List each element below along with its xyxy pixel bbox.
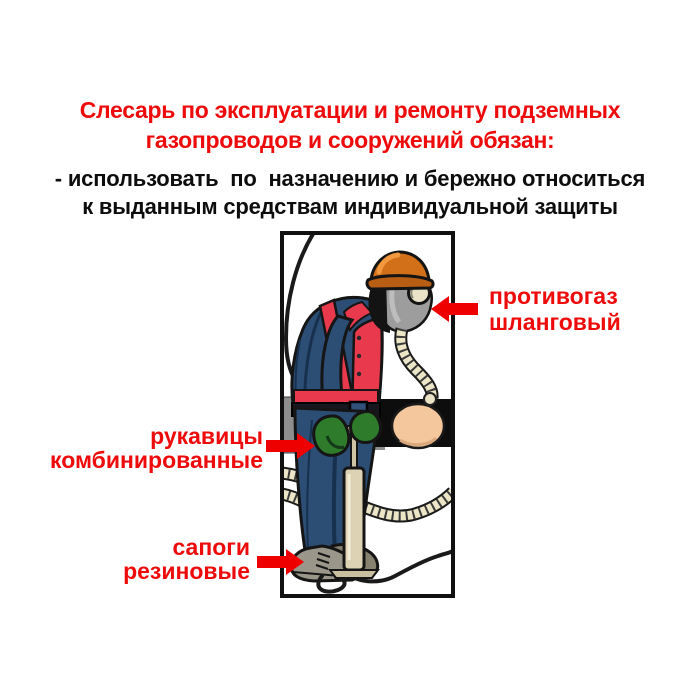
poster-subtitle (0, 165, 700, 221)
title-line-1: Слесарь по эксплуатации и ремонту подземных (79, 97, 621, 123)
pump-base (330, 570, 378, 578)
label-mittens (50, 424, 263, 472)
hard-hat-brim (367, 276, 433, 289)
button (357, 372, 361, 376)
hose-knot (424, 393, 436, 405)
label-gas-mask-line-1: противогаз (489, 283, 618, 309)
mitten-right (351, 411, 381, 442)
button (357, 336, 361, 340)
label-mittens-line-1: рукавицы (150, 423, 263, 449)
mitten-left (314, 416, 349, 455)
poster-title (0, 95, 700, 155)
label-boots (123, 535, 250, 583)
label-boots-line-1: сапоги (172, 534, 250, 560)
subtitle-line-2: к выданным средствам индивидуальной защиты (82, 194, 618, 219)
title-line-2: газопроводов и сооружений обязан: (145, 127, 555, 153)
button (357, 354, 361, 358)
pump-barrel (344, 468, 364, 570)
label-boots-line-2: резиновые (123, 558, 250, 584)
subtitle-line-1: - использовать по назначению и бережно относиться (54, 166, 646, 191)
label-gas-mask-line-2: шланговый (489, 309, 621, 335)
label-mittens-line-2: комбинированные (50, 447, 263, 473)
label-gas-mask (489, 283, 621, 335)
